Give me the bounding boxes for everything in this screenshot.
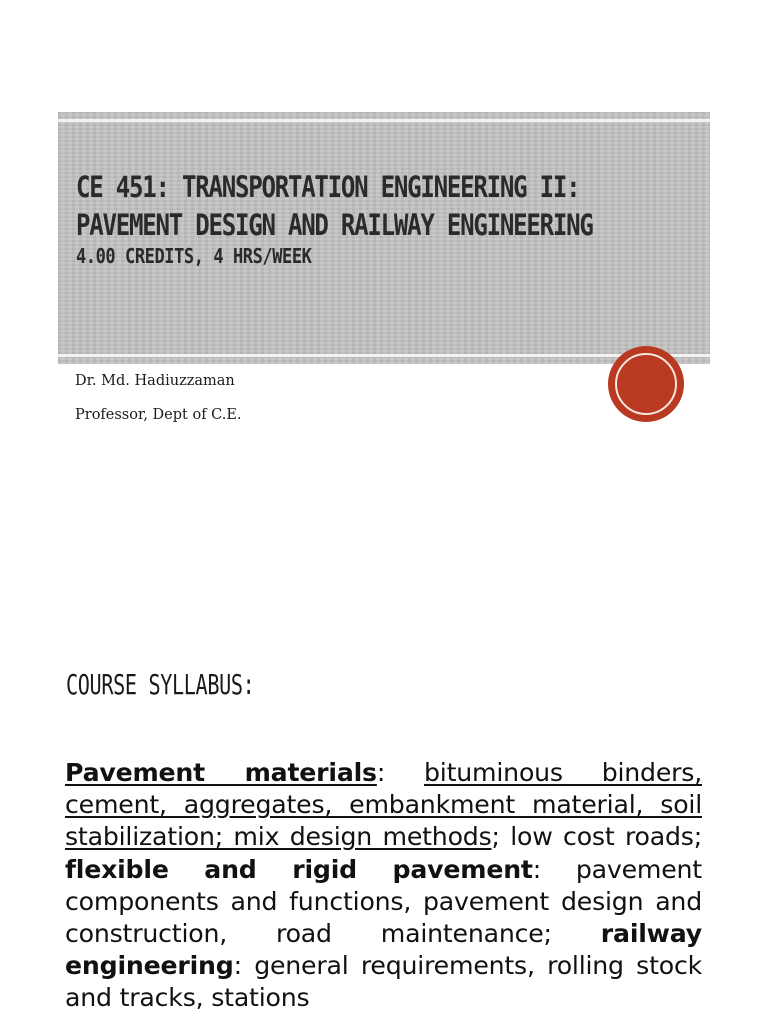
slide-title xyxy=(76,168,591,244)
body-text-materials-list: bituminous binders, cement, aggregates, embankment material, soil stabilization; mix design methods xyxy=(65,758,703,852)
band-top-rule xyxy=(58,119,710,122)
author-position: Professor, Dept of C.E. xyxy=(75,407,242,423)
body-text-1: : xyxy=(376,758,425,787)
body-text-2: ; low cost roads; xyxy=(491,822,702,852)
term-pavement-materials: Pavement materials xyxy=(65,758,377,787)
term-railway-engineering: railway engineering xyxy=(65,919,702,981)
body-text-3: : pavement components and functions, pavement design and construction, road maintenance; xyxy=(65,854,702,949)
syllabus-body xyxy=(65,757,702,1015)
body-text-4: : general requirements, rolling stock and tracks, stations xyxy=(65,951,702,1013)
slide-title-line-2: PAVEMENT DESIGN AND RAILWAY ENGINEERING xyxy=(76,208,593,242)
author-name: Dr. Md. Hadiuzzaman xyxy=(75,373,235,389)
syllabus-heading: COURSE SYLLABUS: xyxy=(66,668,255,701)
slide-title-line-1: CE 451: TRANSPORTATION ENGINEERING II: xyxy=(76,170,580,204)
decorative-circle-badge xyxy=(608,346,684,422)
term-flexible-rigid-pavement: flexible and rigid pavement xyxy=(65,854,533,884)
slide-subtitle: 4.00 CREDITS, 4 HRS/WEEK xyxy=(76,244,312,268)
